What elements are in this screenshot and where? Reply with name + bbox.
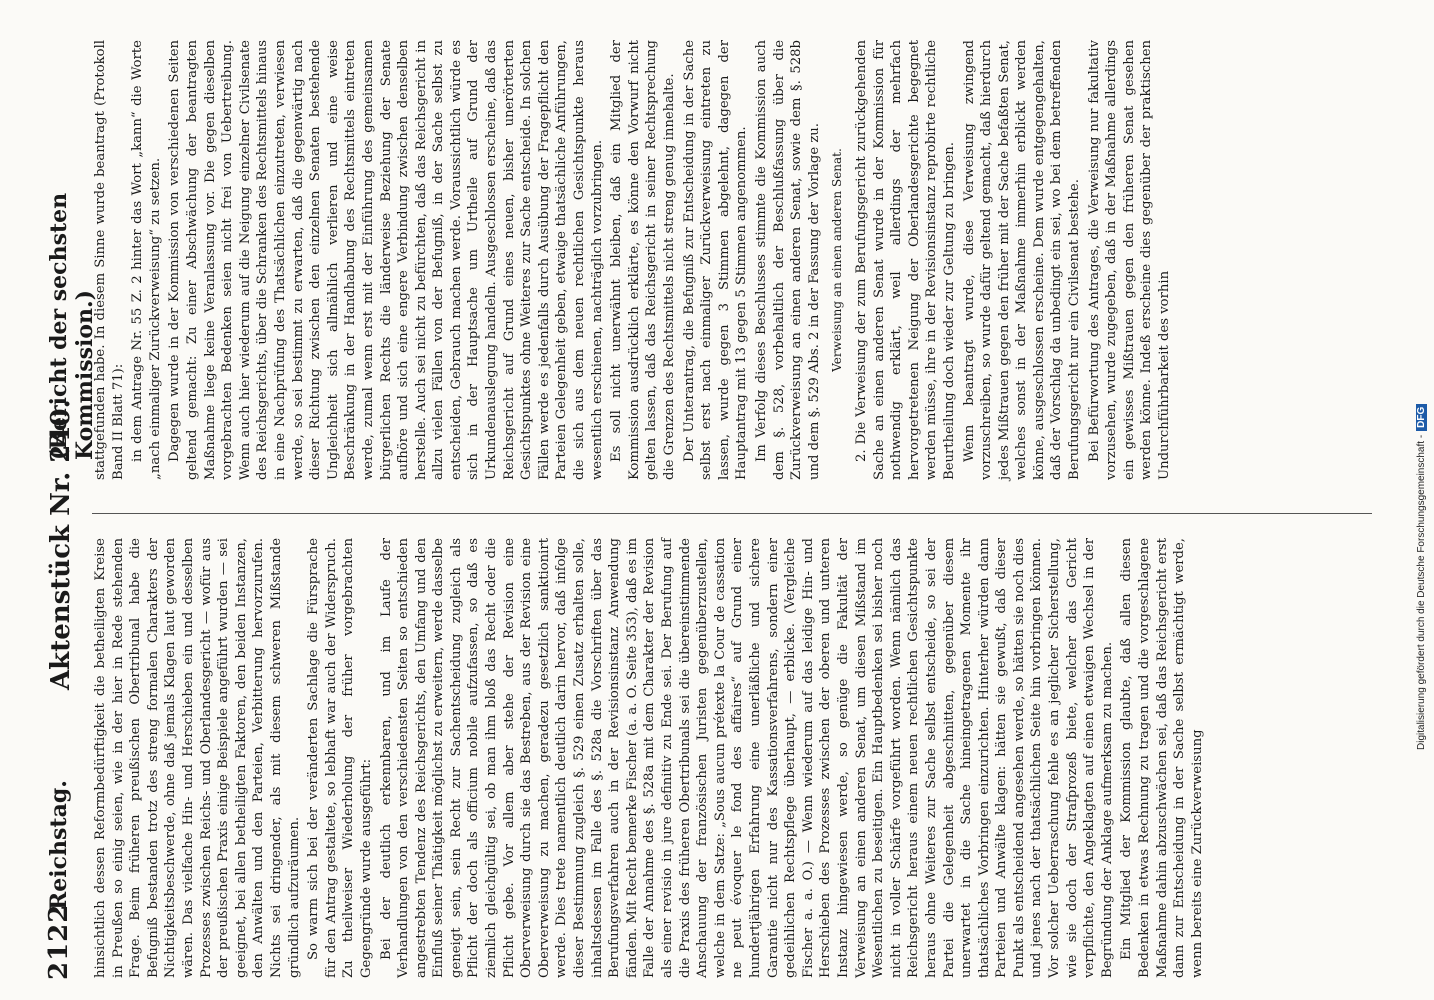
paragraph: 2. Die Verweisung der zum Berufungsgericht zurückgehenden Sache an einen anderen Senat wurde in der Kommission für nothwendig erklärt, weil allerdings der mehrfach hervorgetretenen Neigung der Oberlandesgerichte begegnet werden müsse, ihre in der Revisionsinstanz reprobirte rechtliche Beurtheilung doch wieder zur Geltung zu bringen. [853, 40, 957, 480]
subheading: Verweisung an einen anderen Senat. [830, 148, 845, 372]
credit-line [1416, 10, 1427, 750]
paragraph: Ein Mitglied der Kommission glaubte, daß allen diesen Bedenken in etwas Rechnung zu tragen und die vorgeschlagene Maßnahme dahin abzuschwächen sei, daß das Reichsgericht erst dann zur Entscheidung in der Sache selbst ermächtigt werde, wenn bereits eine Zurückverweisung [1119, 538, 1205, 978]
paragraph: Wenn beantragt wurde, diese Verweisung zwingend vorzuschreiben, so wurde dafür geltend gemacht, daß hierdurch jedes Mißtrauen gegen den früher mit der Sache befaßten Senat, welches sonst in der Maßnahme immerhin erblickt werden könne, ausgeschlossen erscheine. Dem wurde entgegengehalten, daß der Vorschlag da unbedingt ein sei, wo bei dem betreffenden Berufungsgericht nur ein Civilsenat bestehe. [961, 40, 1083, 480]
paragraph: Im Verfolg dieses Beschlusses stimmte die Kommission auch dem §. 528, vorbehaltlich der Beschlußfassung über die Zurückverweisung an einen anderen Senat, sowie dem §. 528b und dem §. 529 Abs. 2 in der Fassung der Vorlage zu. [753, 40, 822, 480]
text-column-right [92, 40, 1176, 480]
page-number: 2122 [44, 903, 74, 980]
publication-title: Reichstag. [46, 780, 72, 910]
credit-text: Digitalisierung gefördert durch die Deutsche Forschungsgemeinschaft - [1416, 434, 1427, 750]
running-header [40, 20, 98, 980]
dfg-logo: DFG [1416, 404, 1427, 431]
text-column-left [92, 538, 1208, 978]
column-divider [92, 513, 1372, 514]
digitization-credit [1416, 10, 1430, 750]
paragraph: Der Unterantrag, die Befugniß zur Entscheidung in der Sache selbst erst nach einmaliger Zurückverweisung eintreten zu lassen, wurde gegen 3 Stimmen abgelehnt, dagegen der Hauptantrag mit 13 gegen 5 Stimmen angenommen. [681, 40, 750, 480]
paragraph: Es soll nicht unerwähnt bleiben, daß ein Mitglied der Kommission ausdrücklich erklärte, es könne den Vorwurf nicht gelten lassen, daß das Reichsgericht in seiner Rechtsprechung die Grenzen des Rechtsmittels nicht streng genug innehalte. [609, 40, 677, 480]
paragraph: in dem Antrage Nr. 55 Z. 2 hinter das Wort „kann“ die Worte „nach einmaliger Zurückverweisung“ zu setzen. [130, 40, 163, 480]
paragraph: Bei der deutlich erkennbaren, und im Laufe der Verhandlungen von den verschiedensten Seiten so entschieden angestrebten Tendenz des Reichsgerichts, den Umfang und den Einfluß seiner Thätigkeit möglichst zu erweitern, werde dasselbe geneigt sein, sein Recht zur Sachentscheidung zugleich als Pflicht der doch als officium nobile aufzufassen, so daß es ziemlich gleichgültig sei, ob man ihm bloß das Recht oder die Pflicht gebe. Vor allem aber stehe der Revision eine Oberverweisung durch sie das Bestreben, aus der Revision eine Oberverweisung zu machen, geradezu gesetzlich sanktionirt werde. Dies trete namentlich deutlich darin hervor, daß infolge dieser Bestimmung zugleich §. 529 einen Zusatz erhalten solle, inhaltsdessen im Falle des §. 528a die Vorschriften über das Berufungsverfahren auch in der Revisionsinstanz Anwendung fänden. Mit Recht bemerke Fischer (a. a. O. Seite 353), daß es im Falle der Annahme des §. 528a mit dem Charakter der Revision als einer revisio in jure definitiv zu Ende sei. Der Berufung auf die Praxis des früheren Obertribunals sei die übereinstimmende Anschauung der französischen Juristen gegenüberzustellen, welche in dem Satze: „Sous aucun prétexte la Cour de cassation ne peut évoquer le fond des affaires“ auf Grund einer hundertjährigen Erfahrung eine unerläßliche und sichere Garantie nicht nur des Kassationsverfahrens, sondern einer gedeihlichen Rechtspflege überhaupt, — erblicke. (Vergleiche Fischer a. a. O.) — Wenn wiederum auf das leidige Hin- und Herschieben des Prozesses zwischen der oberen und unteren Instanz hingewiesen werde, so genüge die Fakultät der Verweisung an einen anderen Senat, um diesen Mißstand im Wesentlichen zu beseitigen. Ein Hauptbedenken sei bisher noch nicht in voller Schärfe vorgeführt worden. Wenn nämlich das Reichsgericht heraus einem neuen rechtlichen Gesichtspunkte heraus ohne Weiteres zur Sache selbst entscheide, so sei der Partei die Gelegenheit abgeschnitten, gegenüber diesem unerwartet in die Sache hineingetragenen Momente ihr thatsächliches Vorbringen einzurichten. Hinterher würden dann Parteien und Anwälte klagen: hätten sie gewußt, daß dieser Punkt als entscheidend angesehen werde, so hätten sie noch dies und jenes nach der thatsächlichen Seite hin vorbringen können. Vor solcher Ueberraschung fehle es an jeglicher Sicherstellung, wie sie doch der Strafprozeß biete, welcher das Gericht verpflichte, den Angeklagten auf einen etwaigen Wechsel in der Begründung der Anklage aufmerksam zu machen. [378, 538, 1115, 978]
paragraph: So warm sich bei der veränderten Sachlage die Fürsprache für den Antrag gestaltete, so lebhaft war auch der Widerspruch. Zu theilweiser Wiederholung der früher vorgebrachten Gegengründe wurde ausgeführt: [306, 538, 374, 978]
section-title: (Bericht der sechsten Kommission.) [46, 192, 98, 460]
paragraph: stattgefunden habe. In diesem Sinne wurde beantragt (Protokoll Band II Blatt 71): [93, 40, 126, 480]
paragraph: Dagegen wurde in der Kommission von verschiedenen Seiten geltend gemacht: Zu einer Abschwächung der beantragten Maßnahme liege keine Veranlassung vor. Die gegen dieselben vorgebrachten Bedenken seien nicht frei von Uebertreibung. Wenn auch hier wiederum auf die Neigung einzelner Civilsenate des Reichsgerichts, über die Schranken des Rechtsmittels hinaus in eine Nachprüfung des Thatsächlichen einzutreten, verwiesen werde, so sei bestimmt zu erwarten, daß die gegenwärtig nach dieser Richtung zwischen den einzelnen Senaten bestehende Ungleichheit sich allmählich verlieren und eine weise Beschränkung in der Handhabung des Rechtsmittels eintreten werde, zumal wenn erst mit der Einführung des gemeinsamen bürgerlichen Rechts die länderweise Beziehung der Senate aufhöre und sich eine engere Verbindung zwischen denselben herstelle. Auch sei nicht zu befürchten, daß das Reichsgericht in allzu vielen Fällen von der Befugniß, in der Sache selbst zu entscheiden, Gebrauch machen werde. Voraussichtlich würde es sich in der Hauptsache um Urtheile auf Grund der Urkundenauslegung handeln. Ausgeschlossen erscheine, daß das Reichsgericht auf Grund eines neuen, bisher unerörterten Gesichtspunktes ohne Weiteres zur Sache entscheide. In solchen Fällen werde es jedenfalls durch Ausübung der Fragepflicht den Parteien Gelegenheit geben, etwaige thatsächliche Anführungen, die sich aus dem neuen rechtlichen Gesichtspunkte heraus wesentlich erschienen, nachträglich vorzubringen. [167, 40, 605, 480]
paragraph: hinsichtlich dessen Reformbedürftigkeit die betheiligten Kreise in Preußen so einig seien, wie in der hier in Rede stehenden Frage. Beim früheren preußischen Obertribunal habe die Befugniß bestanden trotz des streng formalen Charakters der Nichtigkeitsbeschwerde, ohne daß jemals Klagen laut geworden wären. Das vielfache Hin- und Herschieben ein und desselben Prozesses zwischen Reichs- und Oberlandesgericht — wofür aus der preußischen Praxis einige Beispiele angeführt wurden — sei geeignet, bei allen betheiligten Faktoren, den beiden Instanzen, den Anwälten und den Parteien, Verbitterung hervorzurufen. Nichts sei dringender, als mit diesem schweren Mißstande gründlich aufzuräumen. [93, 538, 302, 978]
paragraph: Bei Befürwortung des Antrages, die Verweisung nur fakultativ vorzusehen, wurde zugegeben, daß in der Maßnahme allerdings ein gewisses Mißtrauen gegen den früheren Senat gesehen werden könne. Indeß erscheine dies gegenüber der praktischen Undurchführbarkeit des vorhin [1086, 40, 1173, 480]
document-number: Aktenstück Nr. 240. [46, 399, 76, 690]
